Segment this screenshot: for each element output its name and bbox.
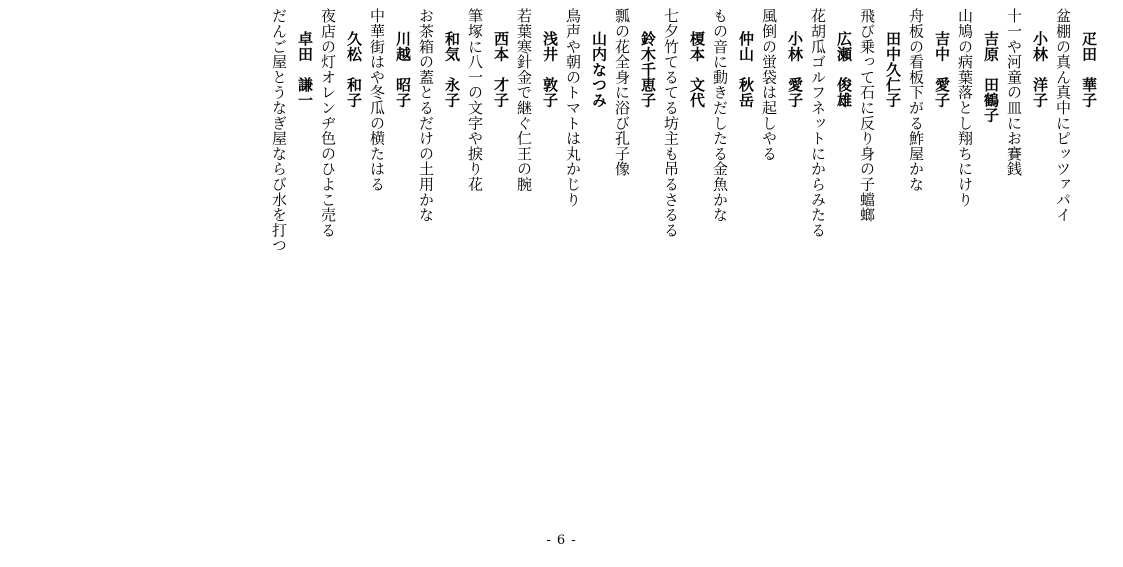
poem xyxy=(905,8,953,328)
poem-verse: 中華街はや冬瓜の横たはる xyxy=(368,8,386,192)
poem-author: 吉原 田鶴子 xyxy=(982,31,1000,123)
poem-verse: 風倒の蛍袋は起しやる xyxy=(760,8,778,161)
poem-author: 疋田 華子 xyxy=(1080,31,1098,108)
poem xyxy=(1003,8,1051,328)
poem xyxy=(758,8,806,328)
poem-verse: 山鳩の病葉落とし翔ちにけり xyxy=(956,8,974,207)
poem-author: 仲山 秋岳 xyxy=(737,31,755,108)
poem-verse: 夜店の灯オレンヂ色のひよこ売る xyxy=(319,8,337,238)
poem xyxy=(268,8,316,328)
poem-author: 浅井 敦子 xyxy=(541,31,559,108)
poem xyxy=(513,8,561,328)
poem-verse: 飛び乗って石に反り身の子蟷螂 xyxy=(858,8,876,223)
poem-verse: 盆棚の真ん真中にピッツァパイ xyxy=(1054,8,1072,223)
poem xyxy=(611,8,659,328)
poem-author: 久松 和子 xyxy=(345,31,363,108)
page-number: - 6 - xyxy=(546,533,577,548)
poem-author: 小林 愛子 xyxy=(786,31,804,108)
poem xyxy=(464,8,512,328)
poem-author: 吉中 愛子 xyxy=(933,31,951,108)
poem-verse: お茶箱の蓋とるだけの土用かな xyxy=(417,8,435,223)
haiku-collection xyxy=(30,8,1100,328)
poem-verse: もの音に動きだしたる金魚かな xyxy=(711,8,729,223)
poem-verse: 瓢の花全身に浴び孔子像 xyxy=(613,8,631,177)
poem-verse: 鳥声や朝のトマトは丸かじり xyxy=(564,8,582,207)
poem-author: 川越 昭子 xyxy=(394,31,412,108)
poem-author: 鈴木千恵子 xyxy=(639,31,657,108)
poem-verse: 舟板の看板下がる鮓屋かな xyxy=(907,8,925,192)
poem xyxy=(562,8,610,328)
poem xyxy=(1052,8,1100,328)
poem-verse: 七夕竹てるてる坊主も吊るさるる xyxy=(662,8,680,238)
poem xyxy=(660,8,708,328)
poem xyxy=(807,8,855,328)
poem-author: 榎本 文代 xyxy=(688,31,706,108)
poem-verse: だんご屋とうなぎ屋ならび水を打つ xyxy=(270,8,288,253)
poem-author: 西本 才子 xyxy=(492,31,510,108)
poem-verse: 花胡瓜ゴルフネットにからみたる xyxy=(809,8,827,238)
poem xyxy=(954,8,1002,328)
poem-author: 山内なつみ xyxy=(590,31,608,108)
poem-author: 和気 永子 xyxy=(443,31,461,108)
poem xyxy=(415,8,463,328)
poem-author: 田中久仁子 xyxy=(884,31,902,108)
poem-author: 広瀬 俊雄 xyxy=(835,31,853,108)
poem xyxy=(317,8,365,328)
poem-verse: 若葉寒針金で継ぐ仁王の腕 xyxy=(515,8,533,192)
poem-author: 卓田 謙一 xyxy=(296,31,314,108)
poem-verse: 十一や河童の皿にお賽銭 xyxy=(1005,8,1023,177)
poem xyxy=(366,8,414,328)
poem xyxy=(856,8,904,328)
poem xyxy=(709,8,757,328)
poem-author: 小林 洋子 xyxy=(1031,31,1049,108)
poem-verse: 筆塚に八一の文字や捩り花 xyxy=(466,8,484,192)
